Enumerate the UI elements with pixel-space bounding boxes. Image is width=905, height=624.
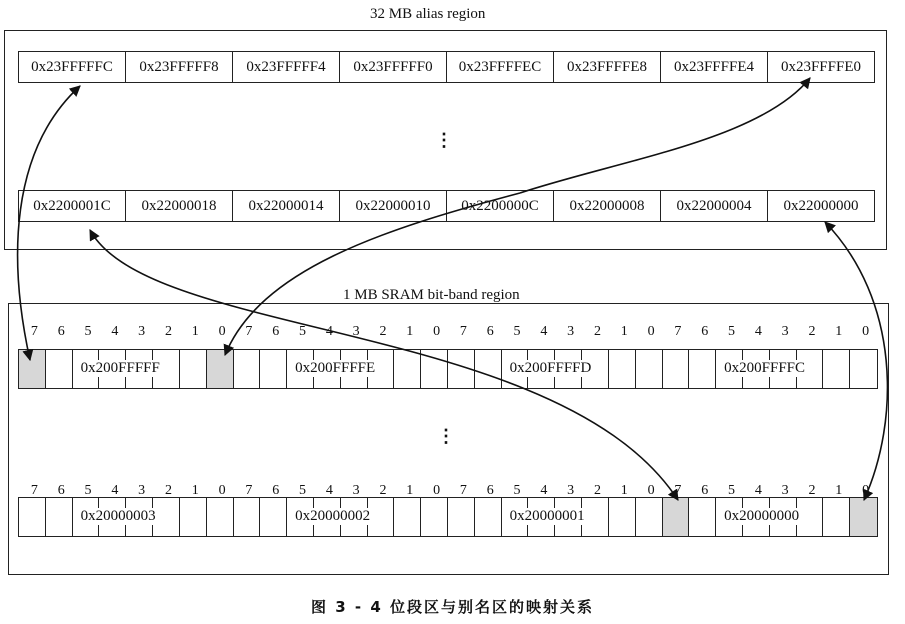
bit-number-label: 1 xyxy=(406,324,414,339)
bit-number-label: 4 xyxy=(540,324,548,339)
bit-number-label: 5 xyxy=(513,483,521,498)
bit-number-label: 7 xyxy=(30,324,38,339)
bit-number-label: 0 xyxy=(862,324,870,339)
alias-address-cell: 0x22000010 xyxy=(339,190,447,222)
bit-number-label: 3 xyxy=(138,324,146,339)
alias-address-cell: 0x23FFFFE0 xyxy=(767,51,875,83)
byte-address-label: 0x20000000 xyxy=(724,508,800,524)
bit-number-label: 3 xyxy=(781,483,789,498)
bit-number-label: 3 xyxy=(352,324,360,339)
bit-number-label: 6 xyxy=(486,324,494,339)
bit-number-label: 3 xyxy=(567,324,575,339)
bit-number-label: 3 xyxy=(138,483,146,498)
bit-number-label: 4 xyxy=(754,483,762,498)
byte-address-label: 0x200FFFFD xyxy=(509,360,592,376)
alias-address-cell: 0x22000008 xyxy=(553,190,661,222)
arrow-2200001C-to-bit7-0x20000000 xyxy=(90,230,678,500)
bit-number-label: 2 xyxy=(593,324,601,339)
alias-address-cell: 0x23FFFFEC xyxy=(446,51,554,83)
byte-address-label: 0x200FFFFE xyxy=(295,360,376,376)
alias-address-cell: 0x23FFFFF4 xyxy=(232,51,340,83)
arrow-23FFFFFC-to-bit7 xyxy=(18,86,80,360)
alias-address-cell: 0x22000000 xyxy=(767,190,875,222)
bit-number-label: 7 xyxy=(245,324,253,339)
bit-number-label: 3 xyxy=(781,324,789,339)
bitband-ellipsis: ⋮ xyxy=(437,426,455,446)
bit-number-label: 4 xyxy=(540,483,548,498)
bit-number-label: 7 xyxy=(245,483,253,498)
bit-number-label: 7 xyxy=(30,483,38,498)
bit-number-label: 1 xyxy=(620,324,628,339)
bit-number-label: 4 xyxy=(325,483,333,498)
figure-caption: 图 3 - 4 位段区与别名区的映射关系 xyxy=(311,598,594,616)
byte-address-label: 0x20000001 xyxy=(509,508,585,524)
arrow-22000000-to-bit0-0x20000000 xyxy=(825,222,887,500)
bit-number-label: 0 xyxy=(433,483,441,498)
byte-address-label: 0x20000002 xyxy=(295,508,371,524)
alias-address-cell: 0x22000014 xyxy=(232,190,340,222)
bit-number-label: 5 xyxy=(84,324,92,339)
alias-address-cell: 0x23FFFFFC xyxy=(18,51,126,83)
alias-address-cell: 0x23FFFFF8 xyxy=(125,51,233,83)
bit-number-label: 0 xyxy=(862,483,870,498)
alias-ellipsis: ⋮ xyxy=(435,130,453,150)
bit-number-label: 1 xyxy=(620,483,628,498)
bit-number-label: 4 xyxy=(754,324,762,339)
bit-number-label: 4 xyxy=(111,324,119,339)
bit-number-label: 4 xyxy=(111,483,119,498)
bit-number-label: 6 xyxy=(57,324,65,339)
bit-number-label: 3 xyxy=(567,483,575,498)
bit-number-label: 1 xyxy=(191,324,199,339)
bit-number-label: 5 xyxy=(299,324,307,339)
arrow-2200000C-to-23FFFFE0 xyxy=(520,78,810,193)
bitband-region-title: 1 MB SRAM bit-band region xyxy=(343,287,520,303)
alias-region-title: 32 MB alias region xyxy=(370,6,486,22)
bit-number-label: 1 xyxy=(835,324,843,339)
bit-number-label: 6 xyxy=(701,324,709,339)
bit-number-label: 5 xyxy=(84,483,92,498)
byte-address-label: 0x200FFFFF xyxy=(80,360,160,376)
bit-number-label: 3 xyxy=(352,483,360,498)
byte-address-label: 0x20000003 xyxy=(80,508,156,524)
bit-number-label: 5 xyxy=(299,483,307,498)
alias-address-cell: 0x23FFFFF0 xyxy=(339,51,447,83)
bit-number-label: 0 xyxy=(647,483,655,498)
bit-number-label: 6 xyxy=(272,483,280,498)
bit-number-label: 1 xyxy=(191,483,199,498)
bit-number-label: 0 xyxy=(218,483,226,498)
bit-number-label: 1 xyxy=(406,483,414,498)
bit-number-label: 5 xyxy=(513,324,521,339)
byte-address-label: 0x200FFFFC xyxy=(724,360,806,376)
bit-number-label: 2 xyxy=(808,483,816,498)
bit-number-label: 7 xyxy=(459,483,467,498)
bit-number-label: 0 xyxy=(647,324,655,339)
bit-number-label: 2 xyxy=(379,324,387,339)
bit-number-label: 7 xyxy=(459,324,467,339)
alias-address-cell: 0x2200001C xyxy=(18,190,126,222)
bit-number-label: 0 xyxy=(433,324,441,339)
bit-number-label: 2 xyxy=(164,483,172,498)
alias-address-cell: 0x22000018 xyxy=(125,190,233,222)
bit-number-label: 1 xyxy=(835,483,843,498)
arrow-2200000C-to-bit0 xyxy=(225,193,520,355)
bit-number-label: 5 xyxy=(728,483,736,498)
bit-number-label: 2 xyxy=(379,483,387,498)
alias-address-cell: 0x22000004 xyxy=(660,190,768,222)
bit-number-label: 5 xyxy=(728,324,736,339)
alias-address-cell: 0x2200000C xyxy=(446,190,554,222)
bit-number-label: 6 xyxy=(57,483,65,498)
alias-address-cell: 0x23FFFFE8 xyxy=(553,51,661,83)
bit-number-label: 6 xyxy=(701,483,709,498)
bit-number-label: 7 xyxy=(674,483,682,498)
bit-number-label: 2 xyxy=(808,324,816,339)
alias-address-cell: 0x23FFFFE4 xyxy=(660,51,768,83)
bit-number-label: 6 xyxy=(486,483,494,498)
bit-number-label: 0 xyxy=(218,324,226,339)
bit-number-label: 4 xyxy=(325,324,333,339)
bit-number-label: 2 xyxy=(593,483,601,498)
bit-number-label: 7 xyxy=(674,324,682,339)
bit-number-label: 6 xyxy=(272,324,280,339)
bit-number-label: 2 xyxy=(164,324,172,339)
